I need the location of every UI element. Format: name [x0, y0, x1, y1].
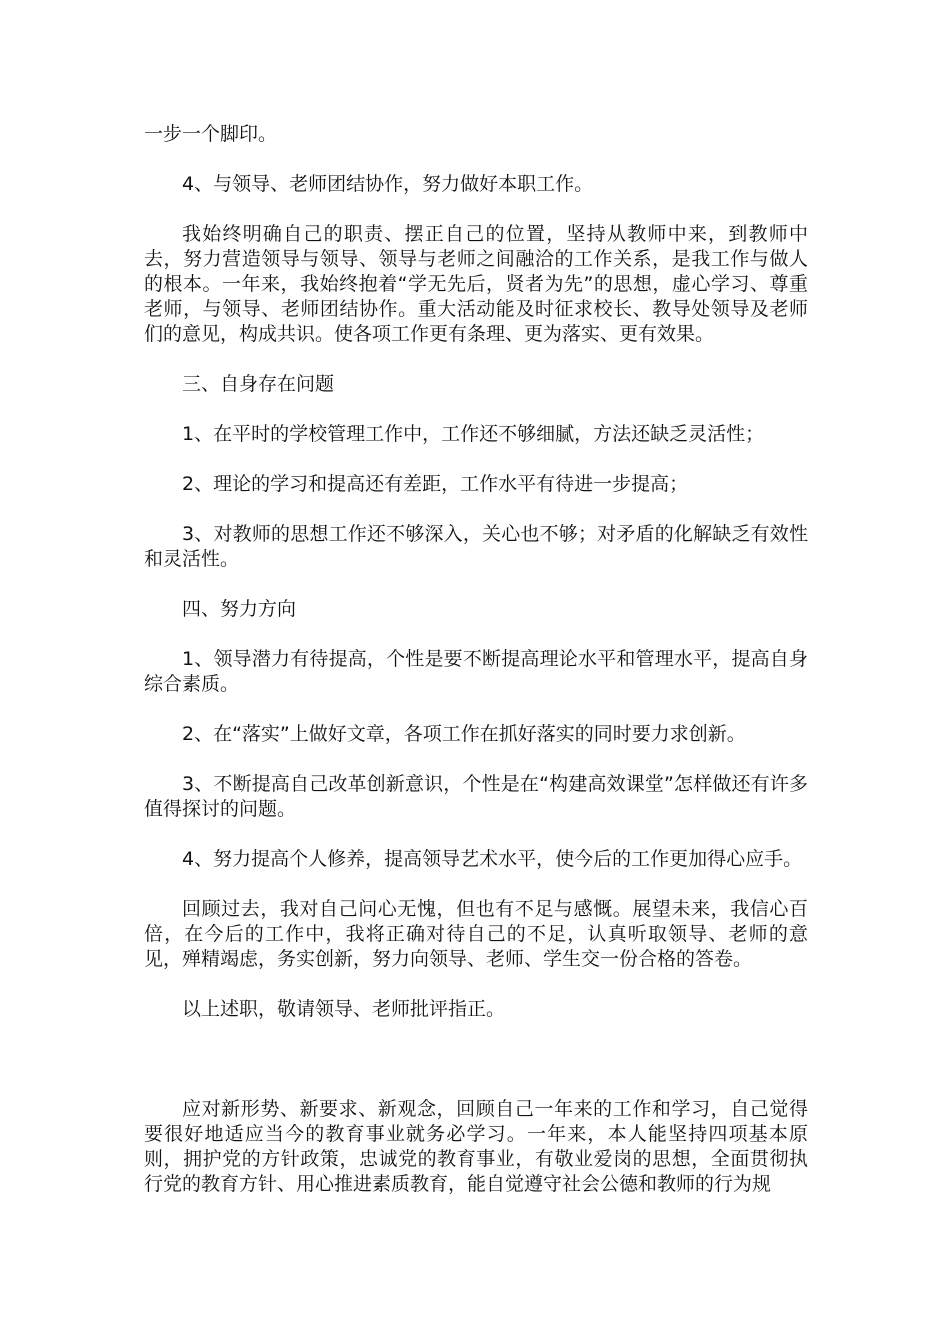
paragraph-new-report: 应对新形势、新要求、新观念，回顾自己一年来的工作和学习，自己觉得要很好地适应当今的教育事业就务必学习。一年来，本人能坚持四项基本原则，拥护党的方针政策，忠诚党的教育事业，有敬业爱岗的思想，全面贯彻执行党的教育方针、用心推进素质教育，能自觉遵守社会公德和教师的行为规 [144, 1098, 808, 1195]
direction-item-2: 2、在“落实”上做好文章，各项工作在抓好落实的同时要力求创新。 [182, 723, 746, 745]
paragraph-item-4: 4、与领导、老师团结协作，努力做好本职工作。 [182, 173, 594, 195]
paragraph-review: 回顾过去，我对自己问心无愧，但也有不足与感慨。展望未来，我信心百倍，在今后的工作中，我将正确对待自己的不足，认真听取领导、老师的意见，殚精竭虑，务实创新，努力向领导、老师、学生交一份合格的答卷。 [144, 898, 808, 970]
paragraph-closing: 以上述职，敬请领导、老师批评指正。 [182, 998, 506, 1020]
direction-item-4: 4、努力提高个人修养，提高领导艺术水平，使今后的工作更加得心应手。 [182, 848, 803, 870]
problem-item-3: 3、对教师的思想工作还不够深入，关心也不够；对矛盾的化解缺乏有效性和灵活性。 [144, 523, 808, 570]
document-body [144, 122, 808, 1222]
problem-item-2: 2、理论的学习和提高还有差距，工作水平有待进一步提高； [182, 473, 689, 495]
direction-item-3: 3、不断提高自己改革创新意识，个性是在“构建高效课堂”怎样做还有许多值得探讨的问题。 [144, 773, 808, 820]
section-spacer [144, 1047, 808, 1072]
paragraph-teamwork: 我始终明确自己的职责、摆正自己的位置，坚持从教师中来，到教师中去，努力营造领导与领导、领导与老师之间融洽的工作关系，是我工作与做人的根本。一年来，我始终抱着“学无先后，贤者为先”的思想，虚心学习、尊重老师，与领导、老师团结协作。重大活动能及时征求校长、教导处领导及老师们的意见，构成共识。使各项工作更有条理、更为落实、更有效果。 [144, 223, 808, 345]
direction-item-1: 1、领导潜力有待提高，个性是要不断提高理论水平和管理水平，提高自身综合素质。 [144, 648, 808, 695]
section-spacer [144, 1072, 808, 1097]
paragraph-continuation: 一步一个脚印。 [144, 123, 278, 145]
section-heading-direction: 四、努力方向 [182, 598, 297, 620]
problem-item-1: 1、在平时的学校管理工作中，工作还不够细腻，方法还缺乏灵活性； [182, 423, 765, 445]
section-heading-problems: 三、自身存在问题 [182, 373, 335, 395]
